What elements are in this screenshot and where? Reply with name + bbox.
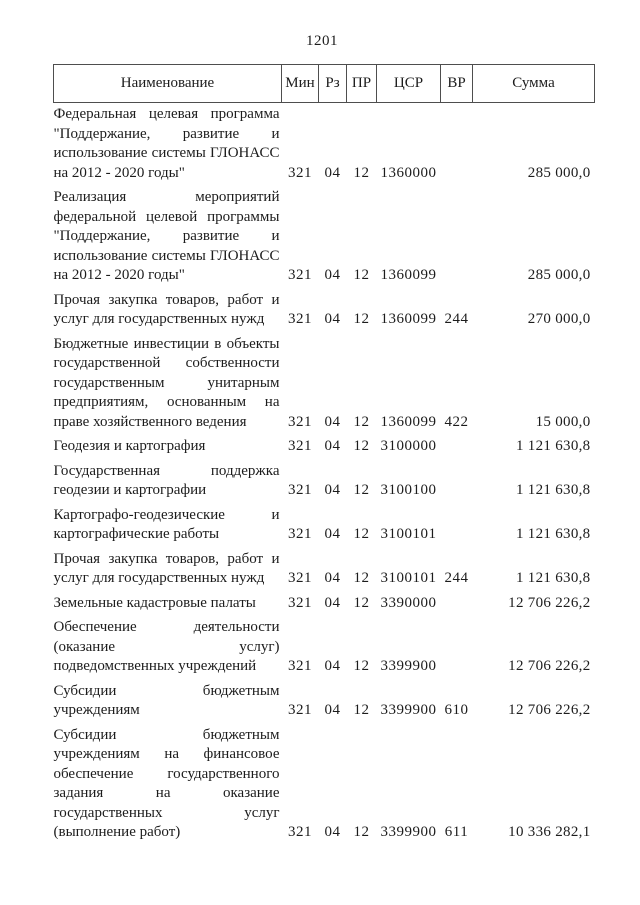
row-vr-cell	[441, 592, 473, 617]
table-row	[54, 289, 595, 333]
row-csr-cell: 3399900	[380, 658, 437, 674]
table-body	[54, 103, 595, 846]
row-sum-cell: 1 121 630,8	[515, 482, 591, 498]
row-min-cell: 321	[288, 702, 312, 718]
row-name-cell: Реализация мероприятий федеральной целевой программы "Поддержание, развитие и использование системы ГЛОНАСС на 2012 - 2020 годы"	[53, 189, 280, 283]
row-rz-cell: 04	[324, 824, 341, 840]
row-vr-cell: 244	[444, 570, 469, 586]
row-csr-cell: 3399900	[380, 702, 437, 718]
row-pr-cell: 12	[353, 526, 370, 542]
table-row	[54, 186, 595, 289]
row-min-cell: 321	[288, 267, 312, 283]
row-sum-cell: 15 000,0	[535, 413, 591, 430]
row-pr-cell: 12	[353, 482, 370, 498]
row-rz-cell: 04	[324, 164, 341, 181]
row-csr-cell: 1360000	[380, 164, 437, 181]
row-csr-cell: 1360099	[380, 267, 437, 283]
row-vr-cell: 610	[444, 702, 469, 718]
column-header-min: Мин	[282, 65, 319, 103]
row-sum-cell: 12 706 226,2	[508, 702, 591, 718]
table-row	[54, 504, 595, 548]
row-sum-cell: 12 706 226,2	[508, 658, 591, 674]
row-rz-cell: 04	[324, 413, 341, 430]
row-pr-cell: 12	[353, 413, 370, 430]
row-csr-cell: 3390000	[380, 594, 437, 611]
table-row	[54, 460, 595, 504]
table-header	[54, 65, 595, 103]
row-pr-cell: 12	[353, 824, 370, 840]
row-sum-cell: 1 121 630,8	[515, 526, 591, 542]
row-csr-cell: 1360099	[380, 311, 437, 327]
row-pr-cell: 12	[353, 267, 370, 283]
row-name-cell: Федеральная целевая программа "Поддержание, развитие и использование системы ГЛОНАСС на 2012 - 2020 годы"	[53, 106, 280, 181]
row-sum-cell: 12 706 226,2	[508, 594, 591, 611]
table-row	[54, 592, 595, 617]
row-name-cell: Субсидии бюджетным учреждениям	[53, 682, 280, 718]
row-pr-cell: 12	[353, 438, 370, 454]
table-row	[54, 724, 595, 846]
row-pr-cell: 12	[353, 570, 370, 586]
row-min-cell: 321	[288, 570, 312, 586]
row-pr-cell: 12	[353, 311, 370, 327]
row-name-cell: Прочая закупка товаров, работ и услуг для государственных нужд	[53, 291, 280, 327]
row-sum-cell: 1 121 630,8	[515, 438, 591, 454]
row-pr-cell: 12	[353, 164, 370, 181]
row-vr-cell: 611	[444, 824, 469, 840]
row-csr-cell: 3100101	[380, 570, 437, 586]
row-pr-cell: 12	[353, 594, 370, 611]
column-header-pr: ПР	[347, 65, 377, 103]
row-min-cell: 321	[288, 824, 312, 840]
row-rz-cell: 04	[324, 658, 341, 674]
column-header-summa: Сумма	[473, 65, 595, 103]
row-sum-cell: 285 000,0	[527, 267, 591, 283]
row-name-cell: Обеспечение деятельности (оказание услуг) подведомственных учреждений	[53, 619, 280, 674]
row-name-cell: Геодезия и картография	[53, 438, 206, 454]
table-row	[54, 548, 595, 592]
row-min-cell: 321	[288, 658, 312, 674]
row-min-cell: 321	[288, 413, 312, 430]
row-rz-cell: 04	[324, 594, 341, 611]
row-name-cell: Земельные кадастровые палаты	[53, 594, 256, 611]
row-min-cell: 321	[288, 482, 312, 498]
page-number: 1201	[306, 33, 338, 49]
row-csr-cell: 3100000	[380, 438, 437, 454]
row-rz-cell: 04	[324, 438, 341, 454]
row-name-cell: Картографо-геодезические и картографические работы	[53, 506, 280, 542]
row-rz-cell: 04	[324, 702, 341, 718]
row-vr-cell: 244	[444, 311, 469, 327]
budget-table	[53, 64, 595, 846]
row-rz-cell: 04	[324, 526, 341, 542]
row-csr-cell: 3100101	[380, 526, 437, 542]
row-sum-cell: 270 000,0	[527, 311, 591, 327]
row-sum-cell: 1 121 630,8	[515, 570, 591, 586]
table-row	[54, 616, 595, 680]
row-csr-cell: 1360099	[380, 413, 437, 430]
row-vr-cell	[441, 504, 473, 548]
column-header-csr: ЦСР	[377, 65, 441, 103]
row-sum-cell: 10 336 282,1	[508, 824, 591, 840]
column-header-rz: Рз	[319, 65, 347, 103]
row-min-cell: 321	[288, 311, 312, 327]
row-min-cell: 321	[288, 526, 312, 542]
table-row	[54, 333, 595, 436]
column-header-vr: ВР	[441, 65, 473, 103]
row-csr-cell: 3399900	[380, 824, 437, 840]
row-min-cell: 321	[288, 594, 312, 611]
table-row	[54, 103, 595, 187]
row-name-cell: Государственная поддержка геодезии и картографии	[53, 462, 280, 498]
row-rz-cell: 04	[324, 482, 341, 498]
row-vr-cell	[441, 460, 473, 504]
table-row	[54, 435, 595, 460]
row-sum-cell: 285 000,0	[527, 164, 591, 181]
row-min-cell: 321	[288, 438, 312, 454]
row-name-cell: Субсидии бюджетным учреждениям на финансовое обеспечение государственного задания на оказание государственных услуг (выполнение работ)	[53, 726, 280, 840]
column-header-naimenovanie: Наименование	[54, 65, 282, 103]
row-vr-cell	[441, 435, 473, 460]
row-name-cell: Прочая закупка товаров, работ и услуг для государственных нужд	[53, 550, 280, 586]
row-pr-cell: 12	[353, 658, 370, 674]
row-rz-cell: 04	[324, 267, 341, 283]
row-vr-cell	[441, 103, 473, 187]
row-vr-cell	[441, 186, 473, 289]
row-name-cell: Бюджетные инвестиции в объекты государственной собственности государственным унитарным предприятиям, основанным на праве хозяйственного ведения	[53, 335, 280, 430]
row-vr-cell	[441, 616, 473, 680]
table-row	[54, 680, 595, 724]
row-rz-cell: 04	[324, 570, 341, 586]
row-min-cell: 321	[288, 164, 312, 181]
row-rz-cell: 04	[324, 311, 341, 327]
row-pr-cell: 12	[353, 702, 370, 718]
row-vr-cell: 422	[444, 413, 469, 430]
table-header-row	[54, 65, 595, 103]
row-csr-cell: 3100100	[380, 482, 437, 498]
